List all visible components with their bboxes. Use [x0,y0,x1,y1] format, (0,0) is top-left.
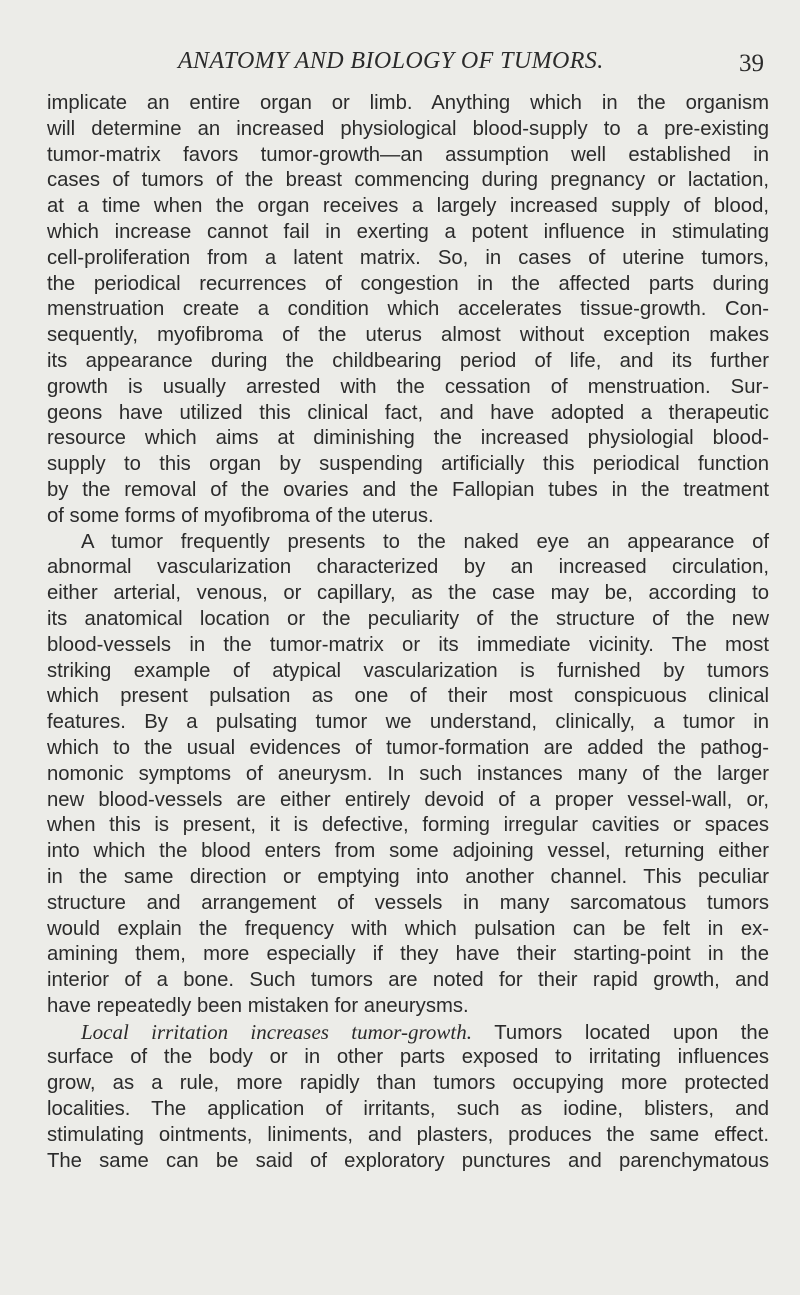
text-line: nomonic symptoms of aneurysm. In such instances many of the larger [47,762,769,785]
text-line: the periodical recurrences of congestion in the affected parts during [47,272,769,295]
text-line: either arterial, venous, or capillary, as the case may be, according to [47,582,769,605]
text-line: menstruation create a condition which accelerates tissue-growth. Con- [47,298,769,321]
text-line: features. By a pulsating tumor we understand, clinically, a tumor in [47,711,769,734]
text-line: amining them, more especially if they have their starting-point in the [47,943,769,966]
text-line: resource which aims at diminishing the increased physiologial blood- [47,427,769,450]
text-line: into which the blood enters from some adjoining vessel, returning either [47,840,769,863]
text-line: geons have utilized this clinical fact, and have adopted a therapeutic [47,401,769,424]
text-line [47,1020,769,1046]
page-number: 39 [739,50,764,77]
text-line: implicate an entire organ or limb. Anything which in the organism [47,92,769,114]
text-line: blood-vessels in the tumor-matrix or its immediate vicinity. The most [47,633,769,656]
text-line: its appearance during the childbearing period of life, and its further [47,349,769,372]
text-line: abnormal vascularization characterized by an increased circulation, [47,556,769,579]
running-title: ANATOMY AND BIOLOGY OF TUMORS. [178,48,604,74]
text-line: by the removal of the ovaries and the Fallopian tubes in the treatment [47,478,769,501]
text-line: striking example of atypical vascularization is furnished by tumors [47,659,769,682]
section-heading-italic: Local irritation increases tumor-growth. [81,1019,472,1044]
text-line: of some forms of myofibroma of the uterus. [47,504,434,527]
text-line: at a time when the organ receives a largely increased supply of blood, [47,195,769,218]
text-line: surface of the body or in other parts exposed to irritating influences [47,1046,769,1069]
text-line: grow, as a rule, more rapidly than tumors occupying more protected [47,1072,769,1095]
paragraph-local-irritation [47,1020,769,1175]
text-line: growth is usually arrested with the cessation of menstruation. Sur- [47,375,769,398]
text-line: which increase cannot fail in exerting a potent influence in stimulating [47,220,769,243]
text-line: The same can be said of exploratory punctures and parenchymatous [47,1149,769,1172]
text-line: cell-proliferation from a latent matrix. So, in cases of uterine tumors, [47,246,769,269]
text-line: stimulating ointments, liniments, and plasters, produces the same effect. [47,1123,769,1146]
paragraph-vascular-supply [47,91,769,530]
text-line: tumor-matrix favors tumor-growth—an assumption well established in [47,143,769,166]
text-line: sequently, myofibroma of the uterus almost without exception makes [47,324,769,347]
text-line: will determine an increased physiological blood-supply to a pre-existing [47,117,769,140]
text-run: Tumors located upon the [494,1021,769,1044]
text-line: A tumor frequently presents to the naked eye an appearance of [81,530,769,553]
text-line: in the same direction or emptying into another channel. This peculiar [47,865,769,888]
text-line: interior of a bone. Such tumors are noted for their rapid growth, and [47,969,769,992]
text-line: have repeatedly been mistaken for aneurysms. [47,994,469,1017]
text-line: localities. The application of irritants, such as iodine, blisters, and [47,1098,769,1121]
body-text [47,91,769,1174]
paragraph-pulsating-tumors [47,530,769,1020]
text-line: which present pulsation as one of their most conspicuous clinical [47,685,769,708]
text-line: when this is present, it is defective, forming irregular cavities or spaces [47,814,769,837]
text-line: would explain the frequency with which pulsation can be felt in ex- [47,917,769,940]
text-line: new blood-vessels are either entirely devoid of a proper vessel-wall, or, [47,788,769,811]
running-head [88,48,764,82]
text-line: cases of tumors of the breast commencing during pregnancy or lactation, [47,169,769,192]
text-line: structure and arrangement of vessels in many sarcomatous tumors [47,891,769,914]
text-line: supply to this organ by suspending artificially this periodical function [47,453,769,476]
text-line: which to the usual evidences of tumor-formation are added the pathog- [47,736,769,759]
text-line: its anatomical location or the peculiarity of the structure of the new [47,607,769,630]
